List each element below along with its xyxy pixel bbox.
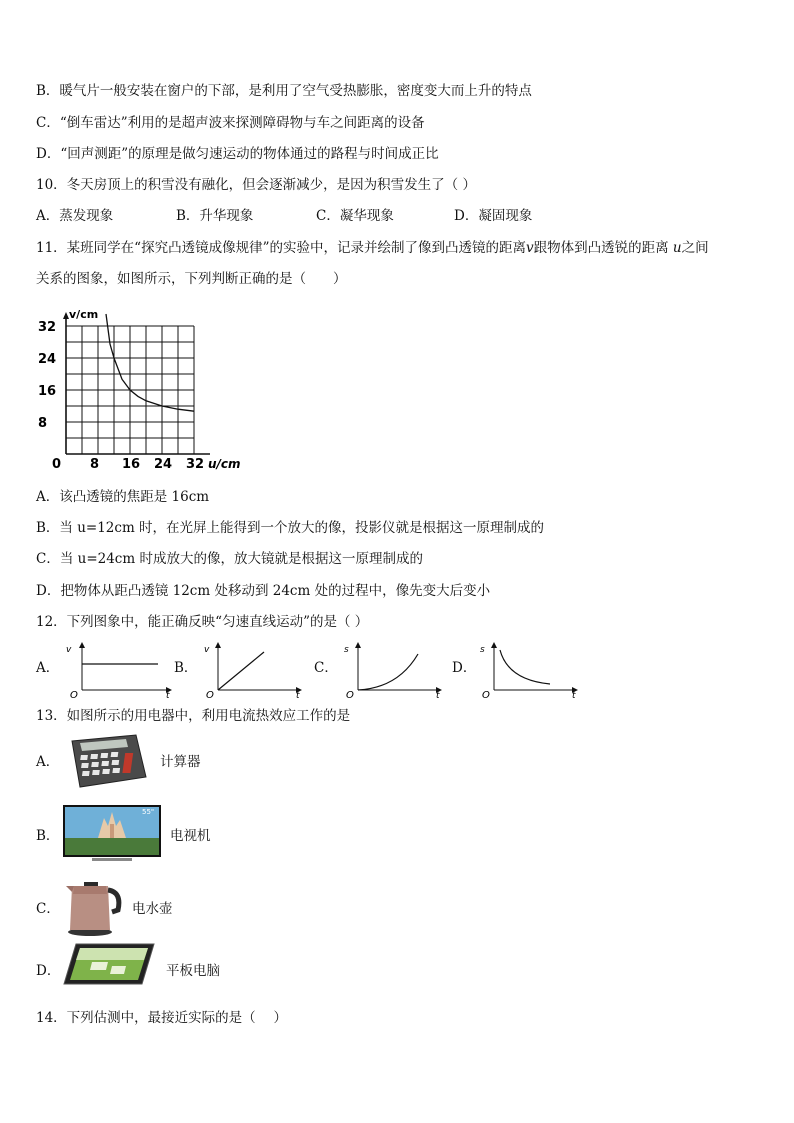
q12-stem: 12．下列图象中，能正确反映“匀速直线运动”的是（ ）	[36, 614, 369, 630]
decreasing-distance-curve	[500, 650, 550, 684]
y-axis-label: v/cm	[69, 308, 99, 321]
q13-option-c-label: 电水壶	[132, 901, 173, 917]
q12-graph-a	[62, 640, 172, 698]
q13-option-b-label: 电视机	[170, 828, 211, 844]
x-axis-label: u/cm	[208, 457, 241, 471]
q13-option-a-label: 计算器	[160, 754, 201, 770]
x-tick-label: 8	[90, 457, 100, 472]
q10-option-d: D．凝固现象	[454, 208, 533, 224]
q12-option-d-letter: D．	[452, 660, 477, 676]
svg-text:t: t	[166, 691, 170, 698]
accelerating-distance-curve	[358, 654, 418, 690]
svg-text:s: s	[480, 645, 485, 655]
u-symbol: u	[672, 240, 682, 256]
y-tick-label: 24	[38, 352, 57, 367]
q13-option-d-label: 平板电脑	[166, 963, 220, 979]
svg-text:O: O	[70, 690, 78, 698]
q14-stem: 14．下列估测中，最接近实际的是（ ）	[36, 1010, 287, 1026]
q11-option-a: A．该凸透镜的焦距是 16cm	[36, 489, 210, 505]
q12-graph-d	[474, 640, 584, 698]
x-tick-label: 16	[122, 457, 141, 472]
q9-option-b: B．暖气片一般安装在窗户的下部，是利用了空气受热膨胀，密度变大而上升的特点	[36, 83, 532, 99]
q11-option-d: D．把物体从距凸透镜 12cm 处移动到 24cm 处的过程中，像先变大后变小	[36, 583, 491, 599]
q10-option-a: A．蒸发现象	[36, 208, 114, 224]
v-symbol: v	[525, 240, 534, 256]
q11-stem-line2: 关系的图象，如图所示，下列判断正确的是（ ）	[36, 271, 347, 287]
y-tick-label: 32	[38, 320, 57, 335]
svg-text:v: v	[204, 645, 210, 655]
svg-text:55": 55"	[142, 808, 155, 816]
q13-stem: 13．如图所示的用电器中，利用电流热效应工作的是	[36, 708, 351, 724]
calculator-icon	[66, 733, 148, 791]
chart-axes	[63, 312, 210, 454]
x-tick-label: 32	[186, 457, 205, 472]
v-u-curve	[106, 314, 194, 411]
q10-option-c: C．凝华现象	[316, 208, 394, 224]
y-tick-label: 8	[38, 416, 48, 431]
q11-option-b: B．当 u=12cm 时，在光屏上能得到一个放大的像，投影仪就是根据这一原理制成的	[36, 520, 545, 536]
q13-option-d-letter: D．	[36, 963, 61, 979]
q9-option-d: D．“回声测距”的原理是做匀速运动的物体通过的路程与时间成正比	[36, 146, 439, 162]
lens-chart	[36, 302, 246, 474]
q13-option-a-letter: A．	[36, 754, 60, 770]
q12-option-c-letter: C．	[314, 660, 338, 676]
q12-graph-b	[198, 640, 308, 698]
x-tick-label: 0	[52, 457, 62, 472]
svg-text:v: v	[66, 645, 72, 655]
q11-option-c: C．当 u=24cm 时成放大的像，放大镜就是根据这一原理制成的	[36, 551, 423, 567]
svg-text:t: t	[436, 691, 440, 698]
x-tick-label: 24	[154, 457, 173, 472]
q10-option-b: B．升华现象	[176, 208, 254, 224]
q12-option-a-letter: A．	[36, 660, 60, 676]
q12-option-b-letter: B．	[174, 660, 198, 676]
lens-chart-svg	[36, 302, 246, 474]
q12-graph-c	[338, 640, 448, 698]
q10-stem: 10．冬天房顶上的积雪没有融化，但会逐渐减少，是因为积雪发生了（ ）	[36, 177, 476, 193]
svg-text:t: t	[572, 691, 576, 698]
q13-option-b-letter: B．	[36, 828, 60, 844]
q13-option-c-letter: C．	[36, 901, 60, 917]
chart-ticks	[38, 320, 204, 472]
tv-icon	[62, 804, 162, 864]
y-tick-label: 16	[38, 384, 57, 399]
tablet-icon	[62, 940, 156, 988]
svg-text:O: O	[206, 690, 214, 698]
increasing-velocity-line	[218, 652, 264, 690]
kettle-icon	[62, 876, 124, 938]
svg-text:s: s	[344, 645, 349, 655]
svg-text:t: t	[296, 691, 300, 698]
q9-option-c: C．“倒车雷达”利用的是超声波来探测障碍物与车之间距离的设备	[36, 115, 425, 131]
q11-stem-line1: 11．某班同学在“探究凸透镜成像规律”的实验中，记录并绘制了像到凸透镜的距离v跟物体到凸透锐的距离 u之间	[36, 240, 709, 256]
q10-options	[36, 206, 532, 226]
svg-text:O: O	[482, 690, 490, 698]
svg-text:O: O	[346, 690, 354, 698]
